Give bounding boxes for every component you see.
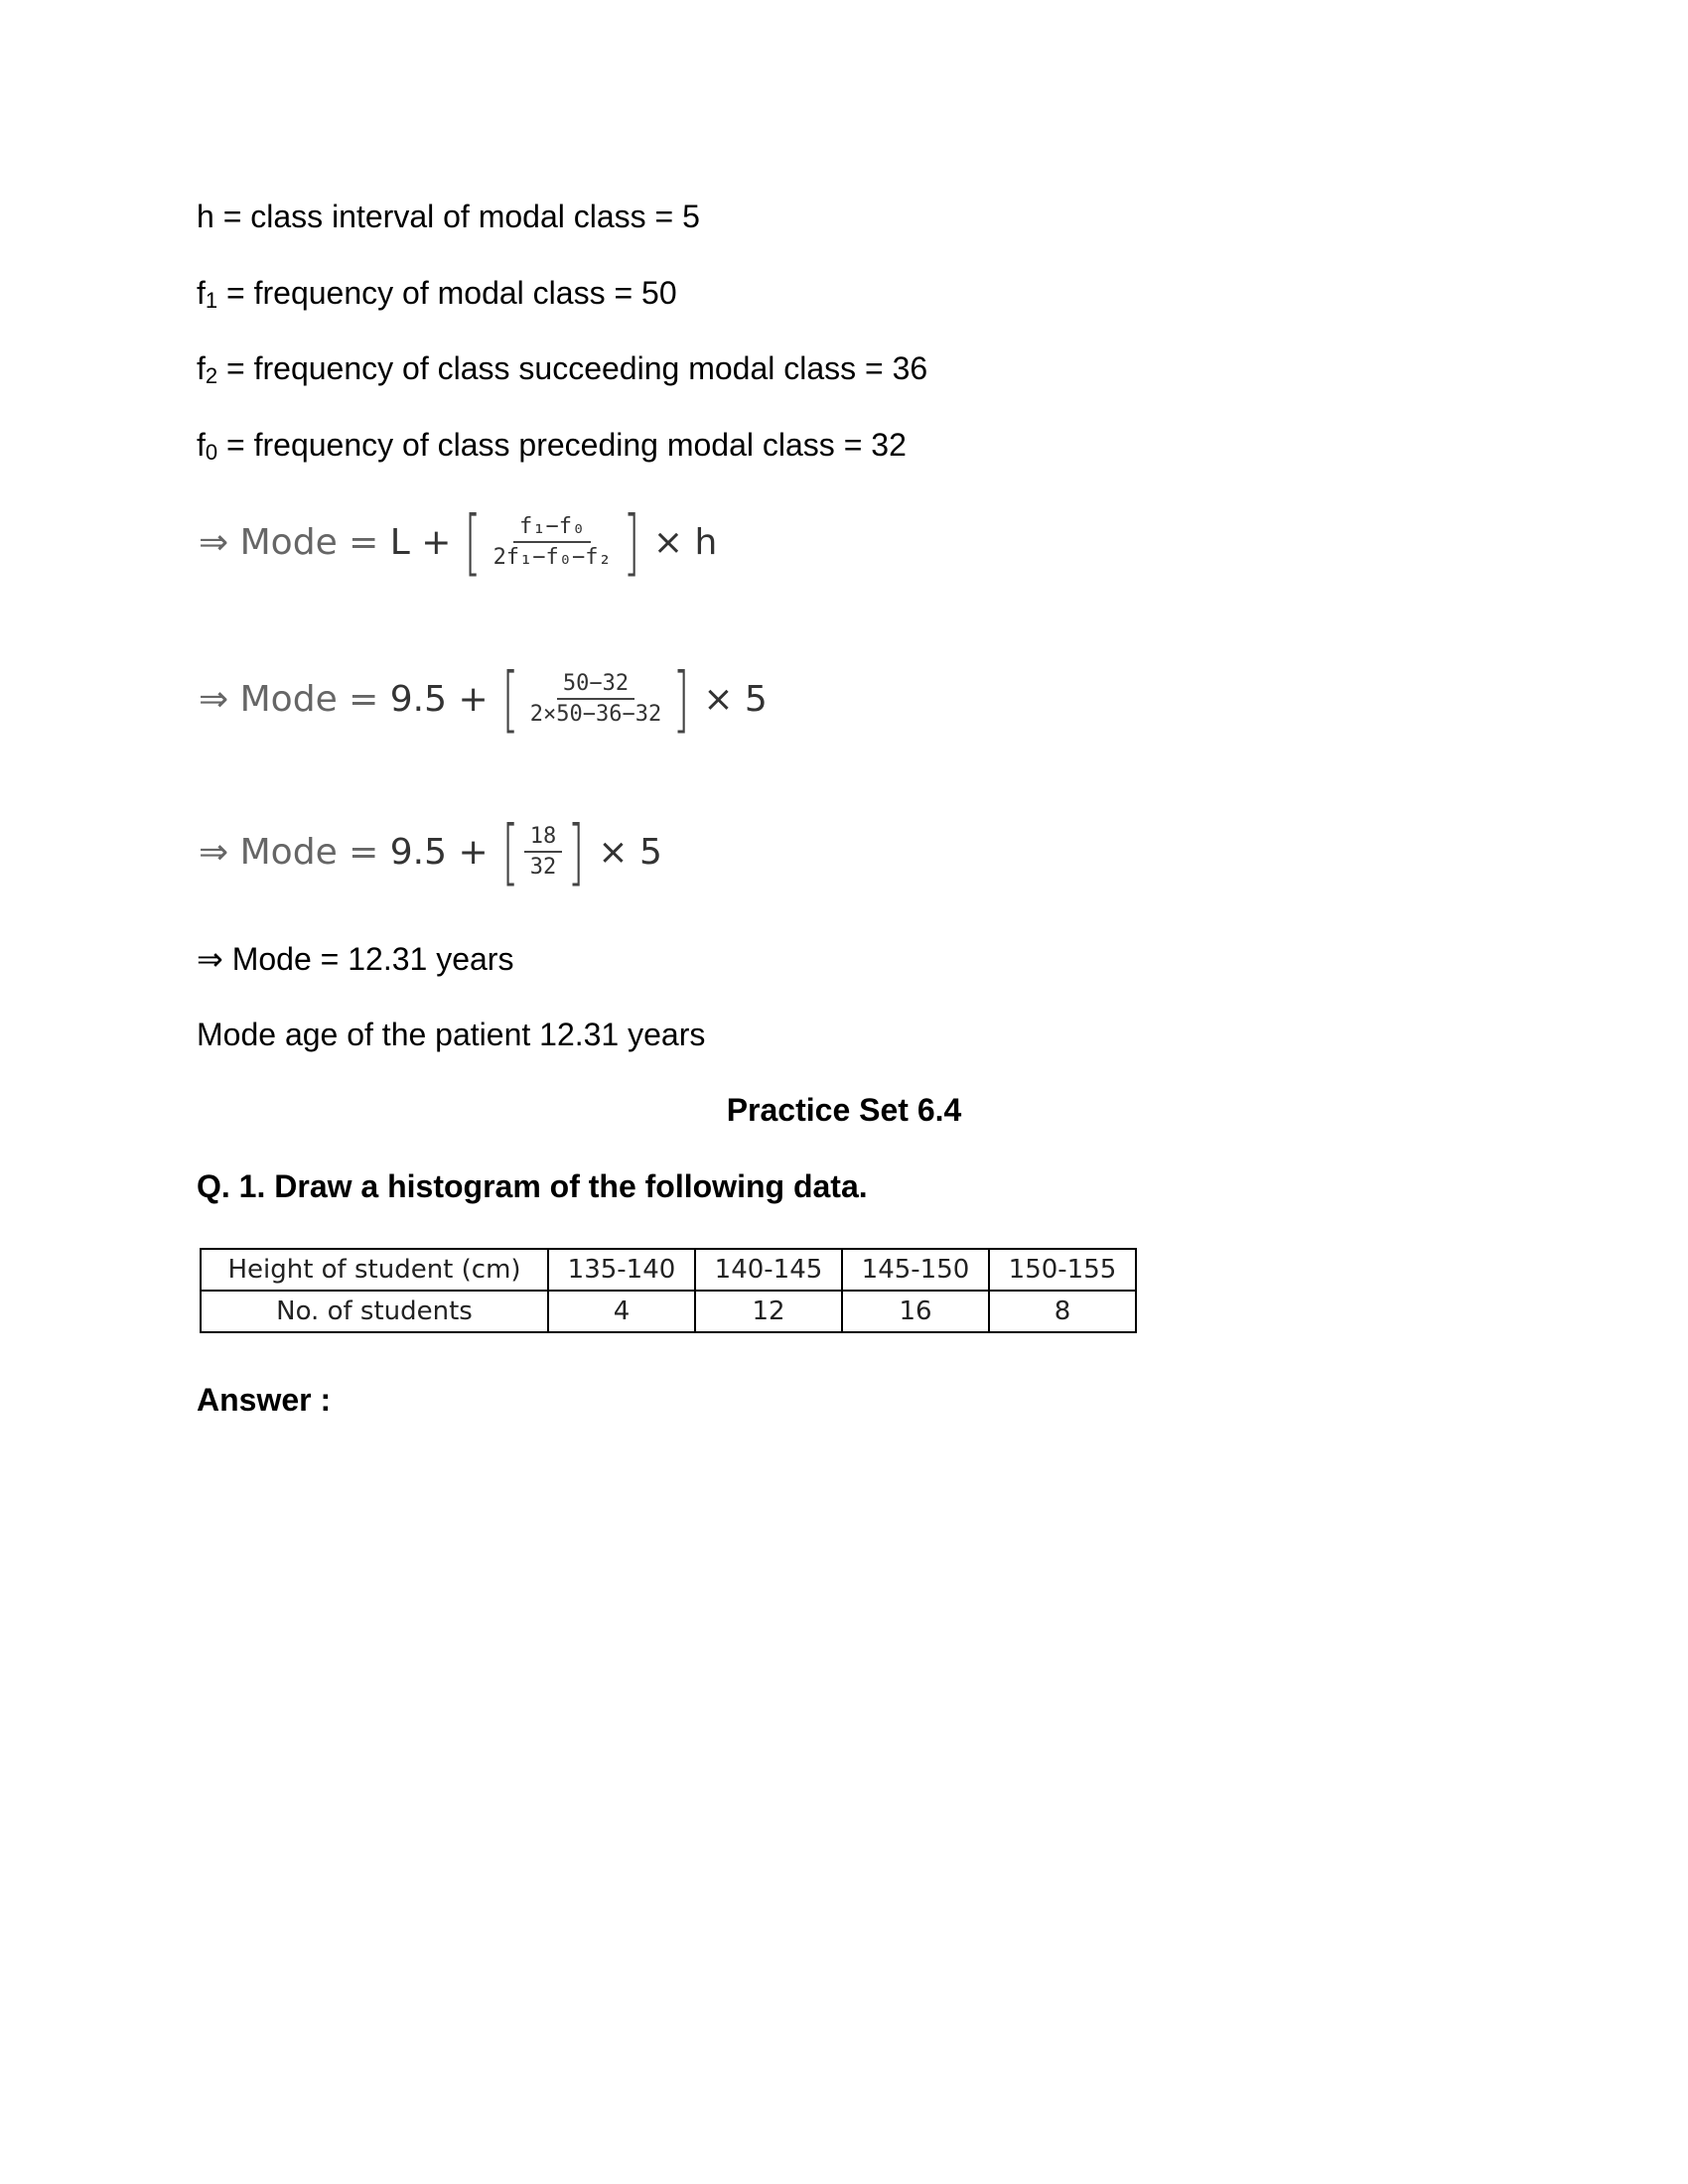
table-row-header: Height of student (cm): [201, 1249, 548, 1291]
left-bracket: [: [465, 500, 482, 584]
fraction-denominator: 32: [529, 855, 557, 880]
mode-formula-substituted: [199, 657, 768, 741]
f1-subscript: 1: [205, 288, 218, 313]
table-row-header: No. of students: [201, 1291, 548, 1332]
mode-formula-simplified: [199, 810, 662, 893]
lower-limit: 9.5: [389, 678, 448, 720]
f1-text: = frequency of modal class = 50: [217, 275, 677, 311]
fraction-numerator: 50−32: [557, 671, 634, 700]
lower-limit: L: [389, 521, 410, 563]
table-cell: 150-155: [989, 1249, 1136, 1291]
mode-result: ⇒ Mode = 12.31 years: [197, 941, 514, 977]
f0-symbol: f: [197, 427, 206, 463]
practice-set-title: Practice Set 6.4: [726, 1092, 962, 1128]
f2-subscript: 2: [205, 363, 218, 388]
fraction: [524, 671, 667, 727]
f1-symbol: f: [197, 275, 206, 311]
fraction: [488, 514, 618, 570]
table-cell: 4: [548, 1291, 695, 1332]
right-bracket: ]: [567, 810, 585, 893]
f2-text: = frequency of class succeeding modal class = 36: [217, 350, 928, 386]
f0-definition: [197, 425, 907, 473]
mode-formula-general: [199, 500, 718, 584]
f2-symbol: f: [197, 350, 206, 386]
times-term: × 5: [703, 678, 768, 720]
fraction-denominator: 2f₁−f₀−f₂: [492, 545, 612, 570]
implies-arrow: ⇒: [199, 678, 229, 720]
f0-text: = frequency of class preceding modal class = 32: [217, 427, 907, 463]
bracketed-fraction: [496, 657, 696, 741]
right-bracket: ]: [623, 500, 640, 584]
fraction-numerator: 18: [524, 824, 563, 853]
table-row: [201, 1249, 1136, 1291]
implies-arrow: ⇒: [199, 831, 229, 873]
fraction-denominator: 2×50−36−32: [529, 702, 662, 727]
fraction-numerator: f₁−f₀: [513, 514, 591, 543]
mode-label: Mode =: [239, 521, 379, 563]
left-bracket: [: [501, 657, 519, 741]
fraction: [524, 824, 563, 880]
table-cell: 8: [989, 1291, 1136, 1332]
table-cell: 140-145: [695, 1249, 842, 1291]
table-row: [201, 1291, 1136, 1332]
f0-subscript: 0: [205, 440, 218, 465]
f2-definition: [197, 348, 927, 396]
table-cell: 135-140: [548, 1249, 695, 1291]
plus-sign: +: [458, 678, 489, 720]
plus-sign: +: [421, 521, 452, 563]
mode-label: Mode =: [239, 678, 379, 720]
table-cell: 12: [695, 1291, 842, 1332]
lower-limit: 9.5: [389, 831, 448, 873]
table-cell: 16: [842, 1291, 989, 1332]
left-bracket: [: [501, 810, 519, 893]
bracketed-fraction: [496, 810, 591, 893]
plus-sign: +: [458, 831, 489, 873]
right-bracket: ]: [672, 657, 690, 741]
table-cell: 145-150: [842, 1249, 989, 1291]
bracketed-fraction: [459, 500, 644, 584]
question-heading: Q. 1. Draw a histogram of the following data.: [197, 1168, 868, 1204]
h-definition: h = class interval of modal class = 5: [197, 199, 700, 234]
height-frequency-table: [200, 1248, 1137, 1333]
answer-label: Answer :: [197, 1382, 332, 1418]
mode-conclusion: Mode age of the patient 12.31 years: [197, 1017, 706, 1052]
f1-definition: [197, 273, 677, 321]
times-term: × h: [652, 521, 718, 563]
mode-label: Mode =: [239, 831, 379, 873]
implies-arrow: ⇒: [199, 521, 229, 563]
times-term: × 5: [598, 831, 662, 873]
